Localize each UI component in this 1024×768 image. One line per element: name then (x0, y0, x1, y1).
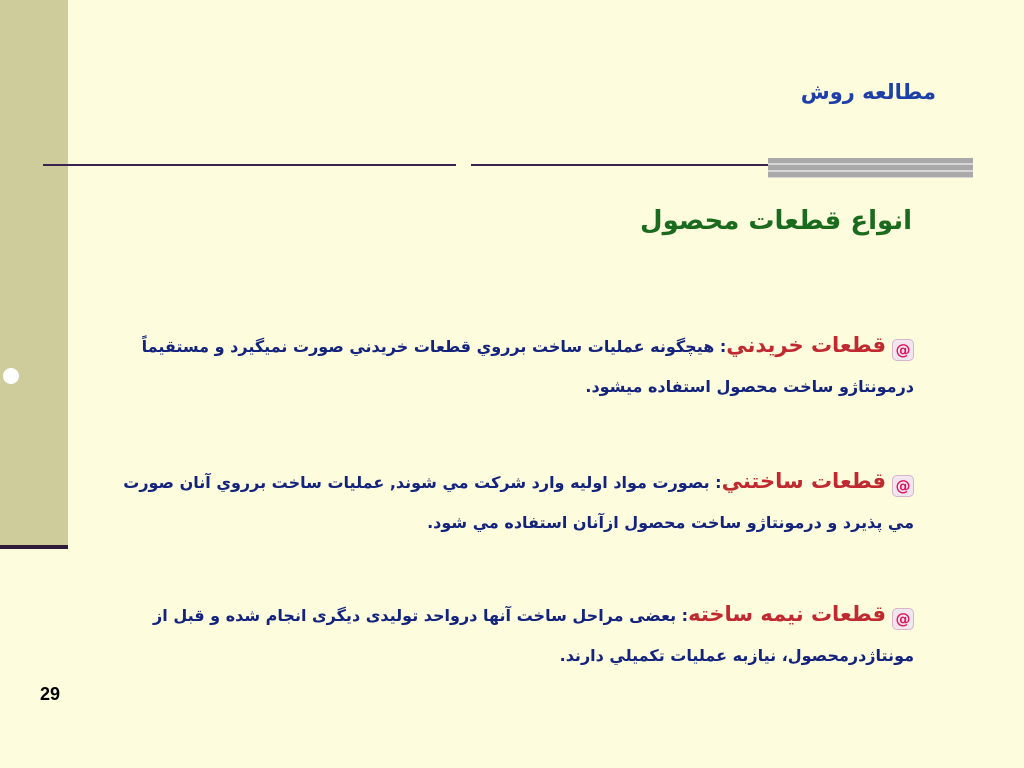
bullet-text: : بصورت مواد اوليه وارد شركت مي شوند, عمليات ساخت برروي آنان صورت مي پذيرد و درمونتاژو ساخت محصول ازآنان استفاده مي شود. (123, 473, 914, 532)
bullet-term: قطعات نيمه ساخته (688, 602, 886, 626)
header-divider-left (43, 164, 456, 166)
slide-header-title: مطالعه روش (800, 80, 936, 104)
spiral-bullet-icon: @ (892, 339, 914, 361)
spiral-bullet-icon: @ (892, 475, 914, 497)
bullet-text: : بعضی مراحل ساخت آنها درواحد تولیدی دیگری انجام شده و قبل از مونتاژدرمحصول، نيازبه عمليات تكميلي دارند. (153, 606, 914, 665)
bullet-purchased-parts (100, 325, 914, 407)
bullet-semi-finished-parts (100, 594, 914, 676)
spiral-bullet-icon: @ (892, 608, 914, 630)
left-sidebar-band (0, 0, 68, 545)
bullet-term: قطعات خريدني (726, 333, 886, 357)
header-divider-right (471, 164, 771, 166)
sidebar-dot (3, 368, 19, 384)
bullet-manufactured-parts (100, 461, 914, 543)
header-divider-block (768, 158, 973, 178)
sidebar-bottom-rule (0, 545, 68, 549)
bullet-text: : هيچگونه عمليات ساخت برروي قطعات خريدني صورت نميگيرد و مستقيماً درمونتاژو ساخت محصول استفاده ميشود. (141, 337, 914, 396)
section-heading: انواع قطعات محصول (640, 206, 912, 236)
page-number: 29 (40, 684, 61, 704)
bullet-term: قطعات ساختني (721, 469, 886, 493)
